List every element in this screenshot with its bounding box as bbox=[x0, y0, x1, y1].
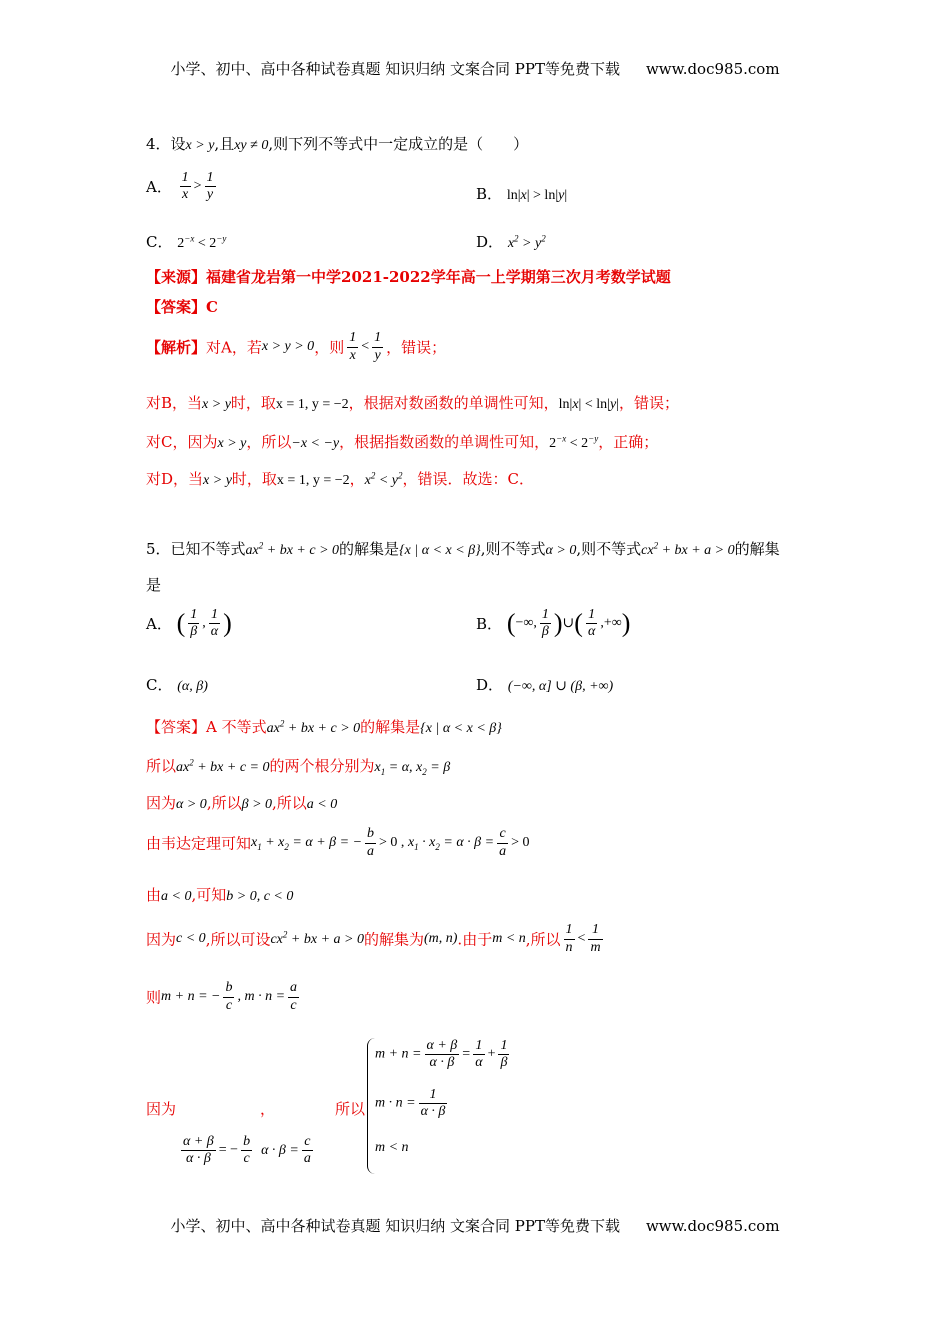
header-text: 小学、初中、高中各种试卷真题 知识归纳 文案合同 PPT等免费下载 bbox=[170, 60, 620, 78]
q5-option-b: B． (−∞, $\frac{1}{\beta}$ )∪( $\frac{1}{\alpha}$ ,+∞) bbox=[476, 607, 631, 639]
q5-option-d: D． (−∞, α] ∪ (β, +∞) bbox=[476, 676, 614, 694]
q5-line-mn: 因为c < 0,所以可设$cx^2$ + bx + a > 0的解集为(m, n).由于m < n,所以 $\frac{1}{n}$ < $\frac{1}{m}$ bbox=[146, 922, 601, 955]
footer-text: 小学、初中、高中各种试卷真题 知识归纳 文案合同 PPT等免费下载 bbox=[170, 1217, 620, 1235]
q4-analysis-b: 对B，当x > y时，取x = 1, y = −2，根据对数函数的单调性可知，ln|x| < ln|y|，错误； bbox=[146, 394, 679, 412]
q5-stem: 5．已知不等式$ax^2$ + bx + c > 0的解集是{x | α < x < β},则不等式α > 0,则不等式$cx^2$ + bx + a > 0的解集 bbox=[146, 540, 780, 558]
q4-option-a: A． $\frac{1}{x}$ > $\frac{1}{y}$ bbox=[146, 170, 214, 202]
system-eq2: m · n = $\frac{1}{\alpha \cdot \beta}$ bbox=[375, 1087, 446, 1119]
q5-line-signs: 因为α > 0,所以β > 0,所以a < 0 bbox=[146, 794, 338, 812]
header-site: www.doc985.com bbox=[645, 60, 780, 78]
q4-analysis-d: 对D，当x > y时，取x = 1, y = −2，$x^2 < y^2$，错误．故选：C． bbox=[146, 470, 534, 488]
q5-line-bc: 由a < 0,可知b > 0, c < 0 bbox=[146, 886, 294, 904]
q5-line-vieta: 由韦达定理可知$x_1 + x_2 = \alpha + \beta$ = − $\frac{b}{a}$ > 0 , $x_1 \cdot x_2 = \alpha \cdot \beta$ = $\frac{c}{a}$ > 0 bbox=[146, 826, 530, 859]
q5-answer-line: 【答案】A 不等式$ax^2$ + bx + c > 0的解集是{x | α < x < β} bbox=[146, 718, 502, 736]
q4-analysis-c: 对C，因为x > y，所以−x < −y，根据指数函数的单调性可知，$2^{-x} < 2^{-y}$，正确； bbox=[146, 433, 659, 451]
q4-option-d: D． $x^2 > y^2$ bbox=[476, 233, 546, 251]
q4-answer: 【答案】C bbox=[146, 298, 218, 316]
footer-site: www.doc985.com bbox=[645, 1217, 780, 1235]
q5-line-roots: 所以$ax^2$ + bx + c = 0的两个根分别为$x_1 = \alpha$, $x_2 = \beta$ bbox=[146, 757, 451, 777]
q5-option-c: C． (α, β) bbox=[146, 676, 208, 694]
q4-option-b: B． ln|x| > ln|y| bbox=[476, 185, 568, 203]
q5-line-because: 因为 ， 所以 bbox=[146, 1100, 366, 1118]
q5-line-vieta2: 则m + n = − $\frac{b}{c}$ , m · n = $\frac{a}{c}$ bbox=[146, 980, 298, 1013]
q4-option-c: C． $2^{-x} < 2^{-y}$ bbox=[146, 233, 227, 251]
q4-source: 【来源】福建省龙岩第一中学2021-2022学年高一上学期第三次月考数学试题 bbox=[146, 268, 671, 286]
system-eq3: m < n bbox=[375, 1140, 409, 1155]
q4-analysis-a: 【解析】对A，若x > y > 0，则 $\frac{1}{x}$ < $\frac{1}{y}$ ，错误； bbox=[146, 330, 447, 363]
system-eq1: m + n = $\frac{\alpha + \beta}{\alpha \cdot \beta}$ = $\frac{1}{\alpha}$ + $\frac{1}{\beta}$ bbox=[375, 1038, 508, 1070]
q5-because-formulas: $\frac{\alpha + \beta}{\alpha \cdot \beta}$ = − $\frac{b}{c}$ α · β = $\frac{c}{a}$ bbox=[183, 1134, 311, 1166]
page-header bbox=[0, 58, 950, 79]
page-footer bbox=[0, 1215, 950, 1236]
q5-option-a: A． ( $\frac{1}{\beta}$ , $\frac{1}{\alpha}$ ) bbox=[146, 607, 232, 639]
q4-stem: 4．设x > y,且xy ≠ 0,则下列不等式中一定成立的是（ ） bbox=[146, 135, 529, 153]
q5-stem-line2: 是 bbox=[146, 576, 162, 594]
